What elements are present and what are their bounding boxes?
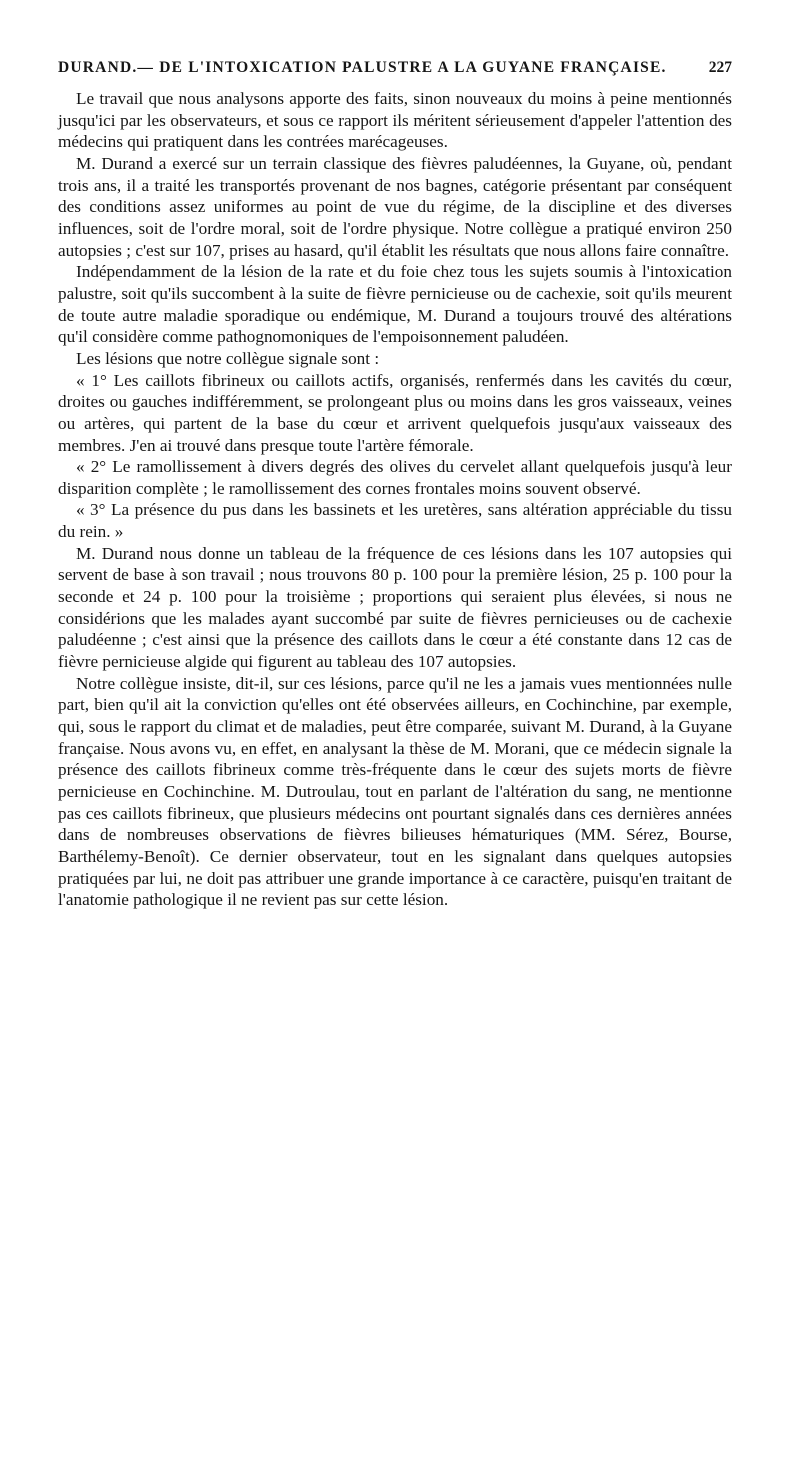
paragraph: « 3° La présence du pus dans les bassinets et les uretères, sans altération appréciable du tissu du rein. » — [58, 500, 732, 542]
paragraph: « 2° Le ramollissement à divers degrés des olives du cervelet allant quelquefois jusqu'à leur disparition complète ; le ramollissement des cornes frontales moins souvent observé. — [58, 457, 732, 498]
paragraph: Le travail que nous analysons apporte des faits, sinon nouveaux du moins à peine mentionnés jusqu'ici par les observateurs, et sous ce rapport ils méritent sérieusement d'appeler l'attention des médecins qui pratiquent dans les contrées marécageuses. — [58, 89, 732, 152]
running-header — [58, 58, 732, 78]
paragraph: Notre collègue insiste, dit-il, sur ces lésions, parce qu'il ne les a jamais vues mentionnées nulle part, bien qu'il ait la conviction qu'elles ont été observées ailleurs, en Cochinchine, par exemple, qui, sous le rapport du climat et de maladies, peut être comparée, suivant M. Durand, à la Guyane française. Nous avons vu, en effet, en analysant la thèse de M. Morani, que ce médecin signale la présence des caillots fibrineux comme très-fréquente dans le cœur des sujets morts de fièvre pernicieuse en Cochinchine. M. Dutroulau, tout en parlant de l'altération du sang, ne mentionne pas ces caillots fibrineux, que plusieurs médecins ont pourtant signalés dans ces dernières années dans de nombreuses observations de fièvres bilieuses hématuriques (MM. Sérez, Bourse, Barthélemy-Benoît). Ce dernier observateur, tout en les signalant dans quelques autopsies pratiquées par lui, ne doit pas attribuer une grande importance à ce caractère, puisqu'en traitant de l'anatomie pathologique il ne revient pas sur cette lésion. — [58, 673, 732, 910]
paragraph: M. Durand a exercé sur un terrain classique des fièvres paludéennes, la Guyane, où, pendant trois ans, il a traité les transportés provenant de nos bagnes, catégorie présentant par conséquent des conditions assez uniformes au point de vue du régime, de la discipline et des diverses influences, soit de l'ordre moral, soit de l'ordre physique. Notre collègue a pratiqué environ 250 autopsies ; c'est sur 107, prises au hasard, qu'il établit les résultats que nous allons faire connaître. — [58, 153, 732, 260]
document-page — [58, 58, 732, 911]
paragraph: « 1° Les caillots fibrineux ou caillots actifs, organisés, renfermés dans les cavités du cœur, droites ou gauches indifféremment, se prolongeant plus ou moins dans les gros vaisseaux, veines ou artères, qui partent de la base du cœur et arrivent quelquefois jusqu'aux vaisseaux des membres. J'en ai trouvé dans presque toute l'artère fémorale. — [58, 370, 732, 455]
paragraph: Indépendamment de la lésion de la rate et du foie chez tous les sujets soumis à l'intoxication palustre, soit qu'ils succombent à la suite de fièvre pernicieuse ou de cachexie, soit qu'ils meurent de toute autre maladie sporadique ou endémique, M. Durand a toujours trouvé des altérations qu'il considère comme pathognomoniques de l'empoisonnement paludéen. — [58, 262, 732, 347]
page-number: 227 — [708, 59, 732, 76]
body-text — [58, 88, 732, 911]
running-title: DURAND.— DE L'INTOXICATION PALUSTRE A LA GUYANE FRANÇAISE. — [58, 59, 667, 76]
paragraph: Les lésions que notre collègue signale sont : — [76, 348, 380, 368]
paragraph: M. Durand nous donne un tableau de la fréquence de ces lésions dans les 107 autopsies qui servent de base à son travail ; nous trouvons 80 p. 100 pour la première lésion, 25 p. 100 pour la seconde et 24 p. 100 pour la troisième ; proportions qui seraient plus élevées, si nous ne considérions que les malades ayant succombé par suite de fièvres pernicieuses ou de cachexie paludéenne ; c'est ainsi que la présence des caillots dans le cœur a été constante dans 12 cas de fièvre pernicieuse algide qui figurent au tableau des 107 autopsies. — [58, 543, 732, 672]
